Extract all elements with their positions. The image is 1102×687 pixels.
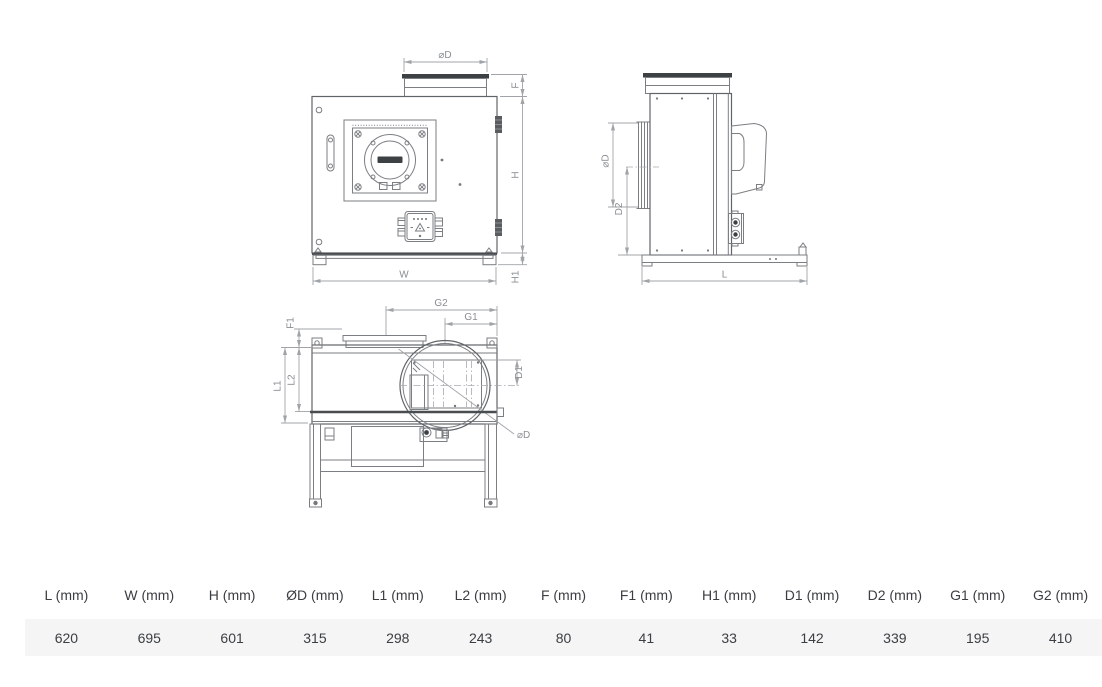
value-g2: 410 [1048,629,1073,646]
dim-label-od-bottom: ⌀D [517,430,531,441]
column-header-d2: D2 (mm) [867,587,923,603]
column-header-h1: H1 (mm) [701,587,757,603]
value-f: 80 [555,629,572,646]
duct-collar-front [402,74,489,97]
side-base [642,243,807,266]
dimension-table-header [25,578,1102,612]
dim-label-d2: D2 [614,202,625,216]
dim-label-l: L [721,269,728,281]
front-base [312,248,497,265]
value-d2: 339 [883,629,907,646]
column-header-l: L (mm) [44,587,89,603]
column-header-g1: G1 (mm) [950,587,1006,603]
dim-label-w: W [399,269,409,281]
column-header-w: W (mm) [124,587,175,603]
value-l: 620 [54,629,79,646]
dim-label-g1: G1 [464,312,478,323]
dim-label-h: H [510,171,522,179]
dim-label-od-front: ⌀D [438,50,452,61]
inlet-flange [637,122,650,209]
side-cabinet [650,94,732,256]
door-screw-top [316,107,322,113]
dim-label-g2: G2 [434,298,448,309]
dim-label-l2: L2 [286,374,298,386]
stand-legs [310,424,498,507]
value-g1: 195 [966,629,990,646]
value-l1: 298 [386,629,410,646]
bottom-view [273,298,531,507]
dim-label-d1: D1 [514,366,525,379]
motor-cowl [732,124,767,195]
column-header-d1: D1 (mm) [784,587,840,603]
value-l2: 243 [468,629,493,646]
dim-label-f1: F1 [285,317,297,329]
column-header-l2: L2 (mm) [454,587,507,603]
front-view [312,50,527,285]
dimension-table-row [25,619,1102,656]
column-header-f1: F1 (mm) [619,587,673,603]
dim-label-h1: H1 [510,270,522,284]
hinge-bottom [495,219,502,236]
dim-label-l1: L1 [272,380,284,392]
hinge-top [495,116,502,133]
door-screw-bottom [316,239,322,245]
connector-box [729,211,744,246]
motor-label-plate [378,157,403,164]
dim-label-f: F [510,82,522,89]
column-header-h: H (mm) [208,587,256,603]
value-f1: 41 [638,629,655,646]
value-h: 601 [220,629,244,646]
value-h1: 33 [721,629,737,646]
junction-box [398,212,443,242]
column-header-g2: G2 (mm) [1032,587,1089,603]
duct-collar-side [643,73,732,94]
value-d1: 142 [800,629,824,646]
value-w: 695 [137,629,161,646]
column-header-f: F (mm) [540,587,587,603]
duct-collar-bottom [343,336,426,348]
side-view [601,73,808,285]
access-panel [344,120,436,201]
value-od: 315 [303,629,327,646]
dim-label-od-side: ⌀D [600,154,612,168]
warning-triangle-icon [416,224,425,232]
column-header-od: ØD (mm) [286,587,344,603]
column-header-l1: L1 (mm) [371,587,424,603]
door-handle [327,135,334,171]
